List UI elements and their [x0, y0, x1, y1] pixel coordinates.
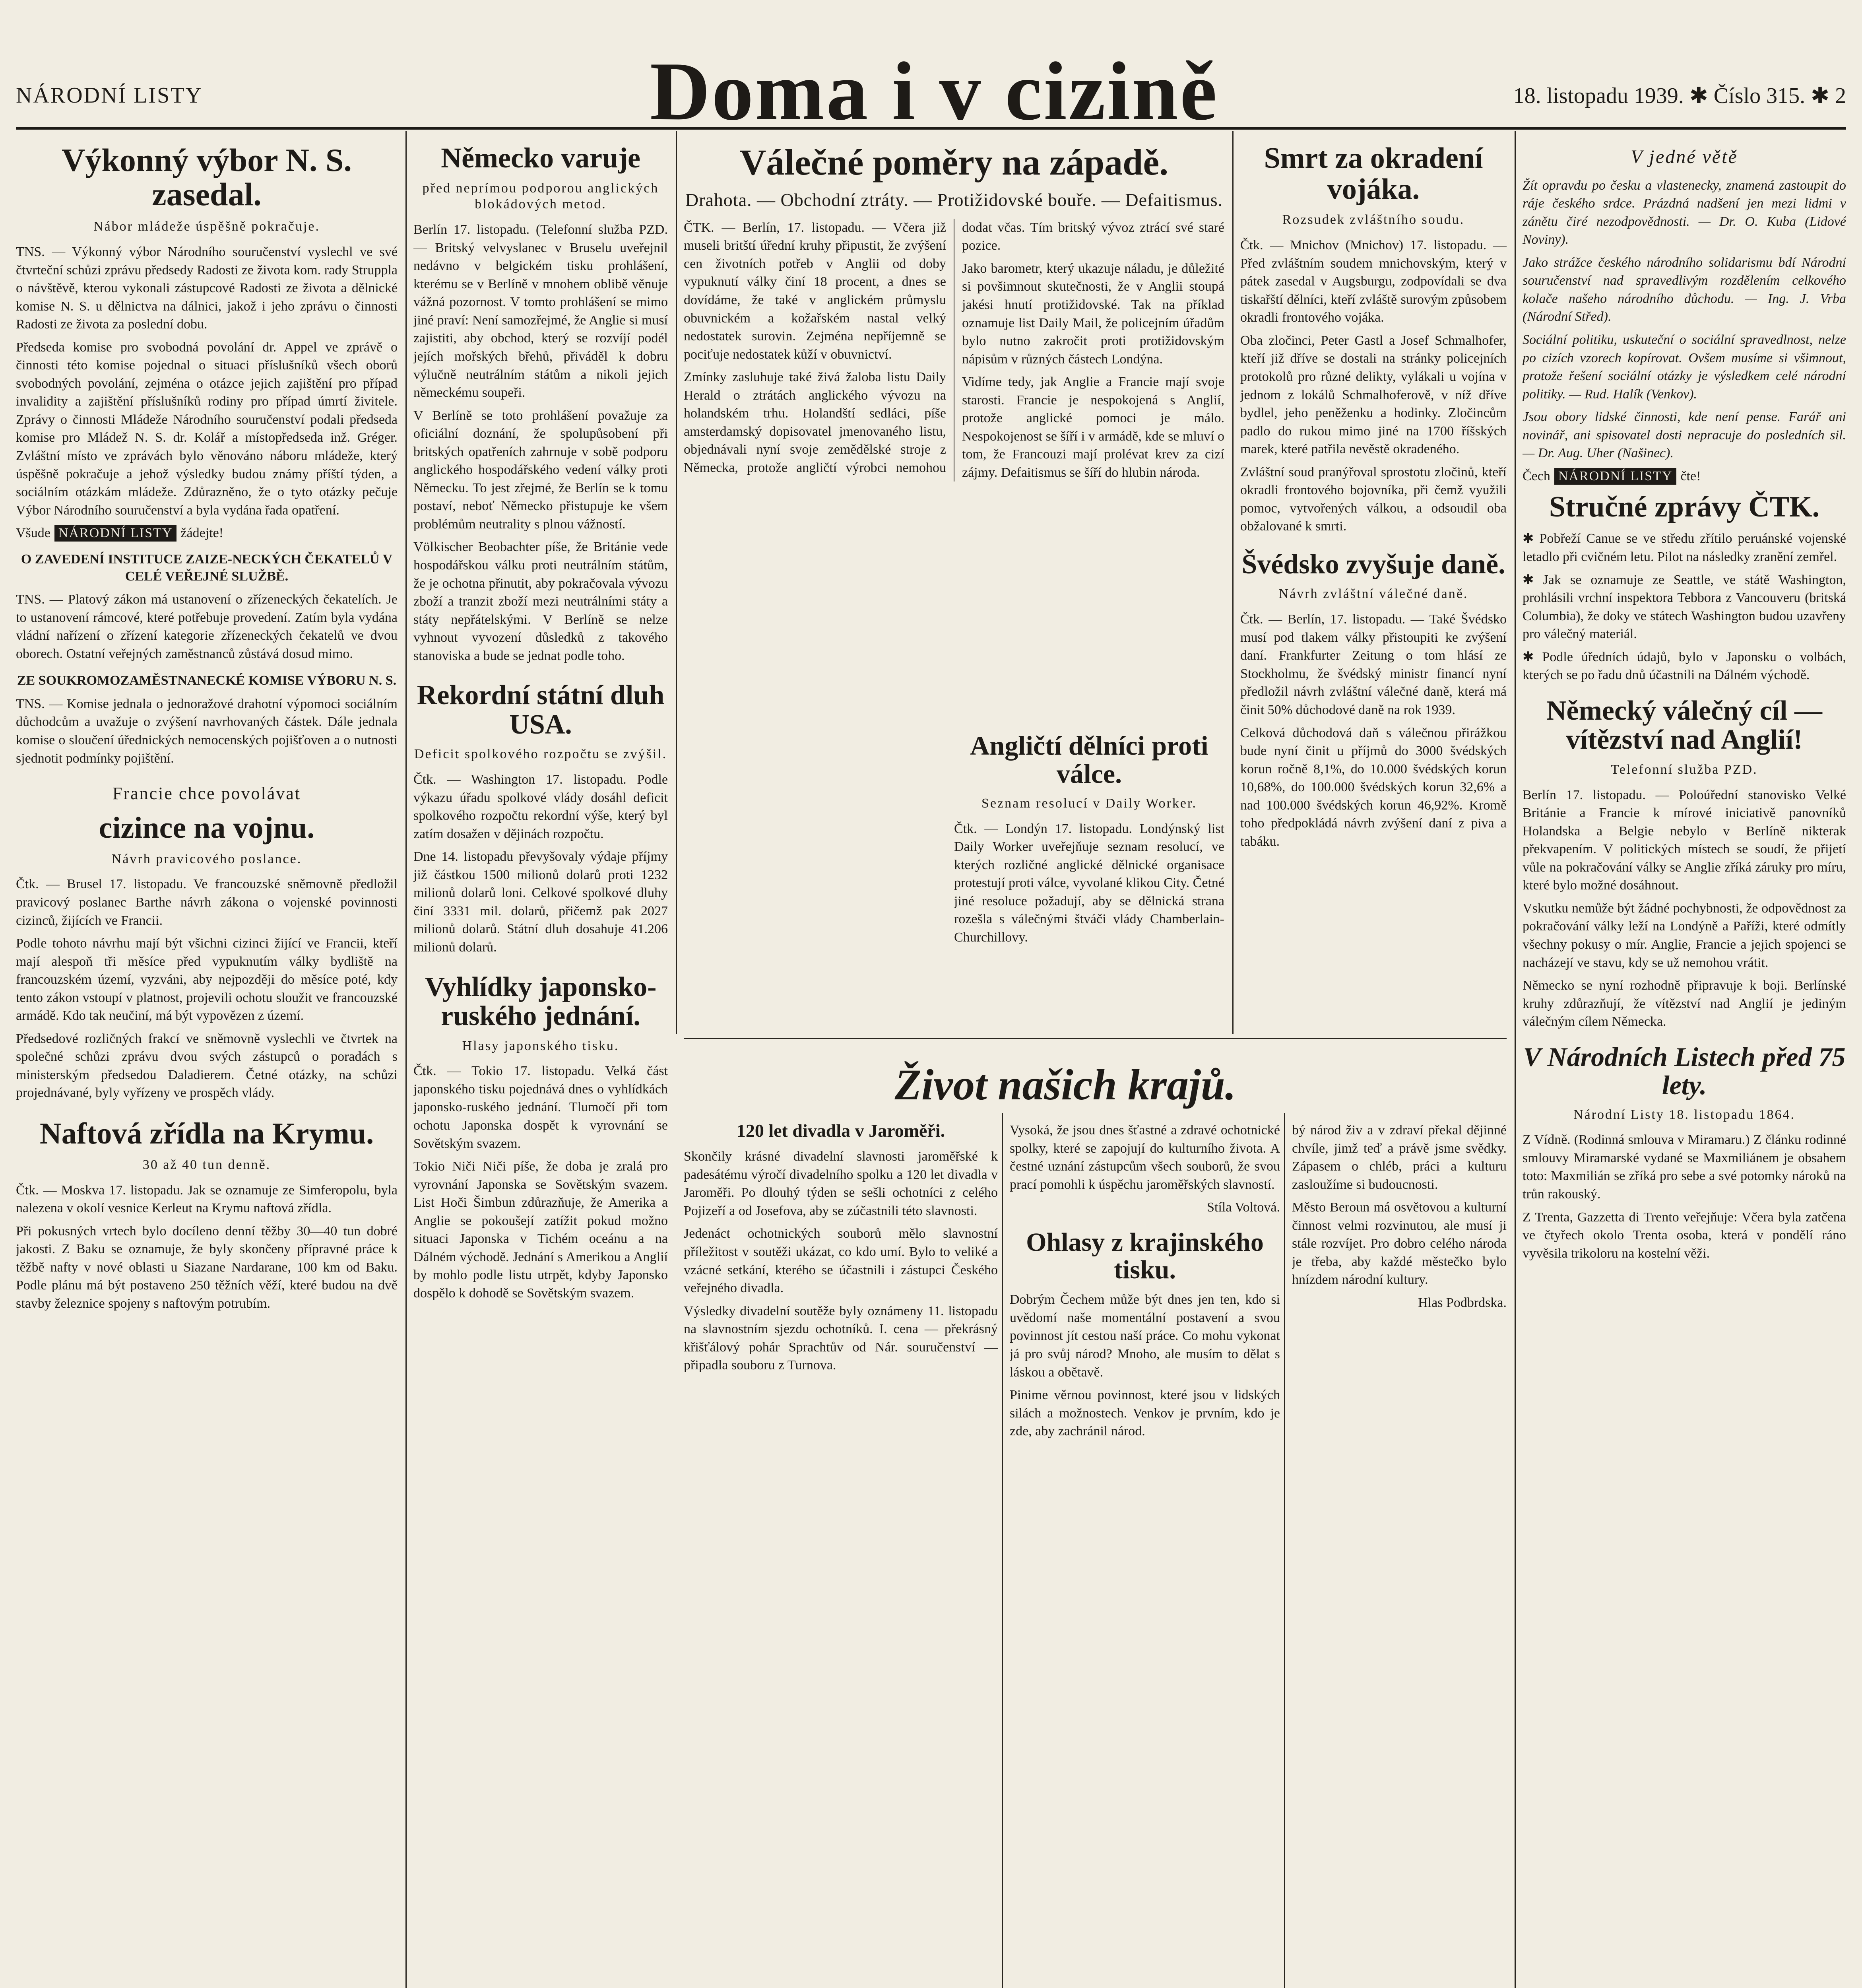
article-subtitle: Seznam resolucí v Daily Worker.	[981, 796, 1197, 811]
article-headline: Angličtí dělníci proti válce.	[970, 732, 1208, 789]
article-paragraph: Čtk. — Tokio 17. listopadu. Velká část japonského tisku pojednává dnes o vyhlídkách japonsko-ruského jednání. Tlumočí při tom ochotu Japonska dospět k vyrovnání se Sovětským svazem.	[413, 1064, 668, 1151]
article-kicker: V jedné větě	[1631, 146, 1738, 167]
article-paragraph: Podle tohoto návrhu mají být všichni cizinci žijící ve Francii, kteří mají alespoň tři měsíce před vypuknutím války bydliště na francouzském území, vyzváni, aby nejpozději do měsíce poté, kdy tento zákon vstoupí v platnost, projevili ochotu sloužit ve francouzské armádě. Kdo tak neučiní, má být vypovězen z území.	[16, 936, 398, 1023]
article-paragraph: Výsledky divadelní soutěže byly oznámeny 11. listopadu na slavnostním sjezdu ochotníků. I. cena — překrásný křišťálový pohár Sprachtův od Nár. souručenství — připadla souboru z Turnova.	[684, 1303, 998, 1373]
article-paragraph: Čtk. — Berlín, 17. listopadu. — Také Švédsko musí pod tlakem války přistoupiti ke zvýšení daní. Frankfurter Zeitung o tom hlásí ze Stockholmu, že švédský ministr financí nyní předložil návrh zvláštní válečné daně, která má činit 50% důchodové daně na rok 1939.	[1240, 612, 1507, 717]
news-heading: ZE SOUKROMOZAMĚSTNANECKÉ KOMISE VÝBORU N. S.	[17, 673, 397, 688]
article-subtitle: Návrh pravicového poslance.	[111, 851, 302, 866]
paper-name: NÁRODNÍ LISTY	[16, 83, 203, 108]
column-divider	[1284, 1113, 1285, 1988]
article-paragraph: Čtk. — Mnichov (Mnichov) 17. listopadu. — Před zvláštním soudem mnichovským, který v pátek zasedal v Augsburgu, zodpovídali se dva tiskařští dělníci, kteří zvláště surovým způsobem okradli frontového vojáka.	[1240, 238, 1507, 325]
article-kicker: Francie chce povolávat	[112, 784, 301, 804]
column-5	[1523, 143, 1846, 1988]
article-subtitle: před neprímou podporou anglických blokádových metod.	[422, 181, 659, 212]
article-paragraph: Tokio Niči Niči píše, že doba je zralá pro vyrovnání Japonska se Sovětským svazem. List Hoči Šimbun zdůrazňuje, že Amerika a Anglie se pokoušejí zatížit pokud možno situaci Japonska v Tichém oceánu a na Dálném východě. Jednání s Amerikou a Anglií by mohlo podle listu utrpět, kdyby Japonsko dospělo k dohodě se Sovětským svazem.	[413, 1159, 668, 1301]
article-signature: Hlas Podbrdska.	[1418, 1295, 1507, 1310]
promo-tag: NÁRODNÍ LISTY	[54, 525, 177, 542]
article-paragraph: Völkischer Beobachter píše, že Británie vede hospodářskou válku proti neutrálním státům, že je ochotna přinutit, aby pokračovala vývozu zboží a tranzit zboží mezi neutrálními státy a státy nepřátelskými. V Berlíně se nelze vyhnout vyvození důsledků z takového stanoviska a bude se jednat podle toho.	[413, 540, 668, 663]
article-headline: 120 let divadla v Jaroměři.	[736, 1121, 945, 1141]
article-paragraph: Jako strážce českého národního solidarismu bdí Národní souručenství nad spravedlivým rozdělením celkového kolače našeho národního důchodu. — Ing. J. Vrba (Národní Střed).	[1523, 255, 1846, 324]
article-paragraph: TNS. — Komise jednala o jednoražové drahotní výpomoci sociálním důchodcům a uvažuje o zvýšení navrhovaných částek. Dále jednala komise o sloučení úřednických nemocenských pojišťoven a o nutnosti sjednotit podmínky pojištění.	[16, 696, 398, 766]
article-paragraph: bý národ živ a v zdraví překal dějinné chvíle, jimž teď a právě jsme svědky. Zápasem o chléb, práci a kulturu zasloužíme si budoucnosti.	[1292, 1123, 1507, 1192]
article-headline: Švédsko zvyšuje daně.	[1241, 549, 1505, 580]
promo-bar	[16, 525, 398, 542]
article-paragraph: Předseda komise pro svobodná povolání dr. Appel ve zprávě o činnosti této komise pojednal o situaci příslušníků všech oborů svobodných povolání, zejména o otázce jejich zajištění pro případ invalidity a zajištění příslušníků rodiny pro případ úmrtí živitele. Zprávy o činnosti Mládeže Národního souručenství podali předseda komise pro Mládež N. S. dr. Kolář a místopředseda inž. Gréger. Zvláštní místo ve zprávách bylo věnováno náboru mládeže, který úspěšně pokračuje a jehož výsledky budou známy příští týden, a sociálním otázkám mládeže. Zdůrazněno, že o tyto otázky pečuje Výbor Národního souručenství a byla vydána řada opatření.	[16, 340, 398, 518]
article-paragraph: Jako barometr, který ukazuje náladu, je důležité si povšimnout skutečnosti, že v Anglii stoupá jakési hnutí protižidovské. Tak na příklad oznamuje list Daily Mail, že policejním úřadům bylo nutno zakročit proti protižidovským nápisům v různých částech Londýna.	[962, 261, 1224, 367]
article-paragraph: Čtk. — Brusel 17. listopadu. Ve francouzské sněmovně předložil pravicový poslanec Barthe návrh zákona o vojenské povinnosti cizinců, žijících ve Francii.	[16, 877, 398, 928]
column-divider	[1515, 131, 1516, 1988]
promo-text: Všude	[16, 526, 50, 541]
article-paragraph: Z Vídně. (Rodinná smlouva v Miramaru.) Z článku rodinné smlouvy Miramarské vydané se Maxmiliánem je obsahem toto: Maxmilián se zříká pro sebe a své potomky nároků na trůn rakouský.	[1523, 1132, 1846, 1202]
article-headline: Smrt za okradení vojáka.	[1264, 143, 1483, 206]
article-signature: Stíla Voltová.	[1207, 1200, 1280, 1215]
regional-section-heading: Život našich krajů.	[894, 1060, 1236, 1109]
article-headline: Stručné zprávy ČTK.	[1549, 490, 1820, 523]
article-subtitle: Národní Listy 18. listopadu 1864.	[1573, 1107, 1795, 1122]
article-paragraph: Zvláštní soud pranýřoval sprostotu zločinů, kteří okradli frontového bojovníka, při čemž využili pomoc, vytvořených válkou, a odsoudil oba obžalované k smrti.	[1240, 464, 1507, 534]
masthead-rule	[16, 127, 1846, 130]
article-paragraph: Jedenáct ochotnických souborů mělo slavnostní příležitost v soutěži ukázat, co kdo umí. Bylo to veliké a vzácné setkání, kterého se účastnili i zástupci Českého veřejného divadla.	[684, 1226, 998, 1296]
article-paragraph: Dobrým Čechem může být dnes jen ten, kdo si uvědomí naše momentální postavení a svou povinnost jít cestou naší práce. Co mohu vykonat já pro svůj národ? Mnoho, ale musím to dělat s láskou a obětavě.	[1010, 1292, 1280, 1380]
regional-column-2	[1010, 1121, 1280, 1988]
article-paragraph: Jsou obory lidské činnosti, kde není pense. Farář ani novinář, ani spisovatel dosti nepracuje do posledních sil. — Dr. Aug. Uher (Našinec).	[1523, 410, 1846, 461]
article-subtitle: Nábor mládeže úspěšně pokračuje.	[93, 219, 320, 234]
article-paragraph: ✱ Podle úředních údajů, bylo v Japonsku o volbách, kterých se po řadu dnů účastnili na Dálném východě.	[1523, 649, 1846, 683]
section-divider	[684, 1038, 1507, 1039]
news-heading: O ZAVEDENÍ INSTITUCE ZAIZE-NECKÝCH ČEKATELŮ V CELÉ VEŘEJNÉ SLUŽBĚ.	[21, 552, 393, 584]
column-divider	[1232, 131, 1234, 1034]
column-divider	[676, 131, 677, 1034]
column-divider	[405, 131, 407, 1988]
promo-text: Čech	[1523, 468, 1550, 483]
column-divider	[1002, 1113, 1003, 1988]
article-paragraph: Vidíme tedy, jak Anglie a Francie mají svoje starosti. Francie je nespokojená s Anglií, protože anglické pomoci je málo. Nespokojenost se šíří i v armádě, kde se mluví o tom, že Francouzi mají prolévat krev za cizí zájmy. Defaitismus se šíří do hlubin národa.	[962, 375, 1224, 480]
article-paragraph: Sociální politiku, uskuteční o sociální spravedlnost, nelze po cizích vzorech kopírovat. Ovšem musíme si všimnout, protože řešení sociální otázky je výsledkem celé národní politiky. — Rud. Halík (Venkov).	[1523, 332, 1846, 402]
column-1	[16, 143, 398, 1988]
article-subtitle: Hlasy japonského tisku.	[462, 1038, 619, 1053]
article-paragraph: Čtk. — Londýn 17. listopadu. Londýnský list Daily Worker uveřejňuje seznam resolucí, ve kterých rozličné anglické dělnické organisace protestují proti válce, vyvolané klikou City. Četné jiné resoluce požadují, aby se dělnická strana rozešla s válečnými štváči vlády Chamberlain-Churchillovy.	[954, 821, 1224, 945]
article-paragraph: Předsedové rozličných frakcí ve sněmovně vyslechli ve čtvrtek na společné schůzi zprávu dvou svých zástupců o poradách s ministerským předsedou Daladierem. Četné otázky, na schůzi projednávané, byly vyřízeny ve prospěch vlády.	[16, 1031, 398, 1101]
article-paragraph: Německo se nyní rozhodně připravuje k boji. Berlínské kruhy zdůrazňují, že vítězství nad Anglií je jediným válečným cílem Německa.	[1523, 978, 1846, 1029]
article-paragraph: Dne 14. listopadu převyšovaly výdaje příjmy již částkou 1500 milionů dolarů proti 1232 milionů dolarů loni. Celkové spolkové dluhy činí 3331 mil. dolarů, přičemž pak 2027 milionů dolarů. Státní dluh dosahuje 41.206 milionů dolarů.	[413, 849, 668, 955]
article-headline: Vyhlídky japonsko-ruského jednání.	[425, 971, 657, 1032]
article-headline: Naftová zřídla na Krymu.	[39, 1117, 374, 1151]
column-4	[1240, 143, 1507, 1030]
article-paragraph: Skončily krásné divadelní slavnosti jaroměřské k padesátému výročí divadelního spolku a 120 let divadla v Jaroměři. Po dlouhý týden se sešli ochotníci z celého Pojizeří a od Josefova, aby se zúčastnili této slavnosti.	[684, 1149, 998, 1218]
date-issue: 18. listopadu 1939. ✱ Číslo 315. ✱ 2	[1513, 83, 1846, 108]
article-subtitle: Rozsudek zvláštního soudu.	[1282, 212, 1465, 227]
article-paragraph: Berlín 17. listopadu. (Telefonní služba PZD. — Britský velvyslanec v Bruselu uveřejnil nedávno v belgickém tisku prohlášení, kterému se v Berlíně v mnohem oblibě věnuje vážná pozornost. V tomto prohlášení se mimo jiné praví: Není samozřejmé, že Anglie si musí zajistiti, aby obchod, který se rozvíjí podél jejích mořských břehů, přiváděl k dobru výlučně neutrálním státům a nikoli jejich německému soupeři.	[413, 222, 668, 400]
article-paragraph: Berlín 17. listopadu. — Poloúřední stanovisko Velké Británie a Francie k mírové iniciativě panovníků Holandska a Belgie nebylo v Berlíně nikterak překvapením. V politických místech se soudí, že přijetí vůle na pokračování války se Anglie zříká záruky pro míru, které bylo možné dosáhnout.	[1523, 787, 1846, 893]
column-3b	[954, 732, 1224, 1026]
article-paragraph: Vysoká, že jsou dnes šťastné a zdravé ochotnické spolky, které se zapojují do kulturního života. A čestné uznání zástupcům všech souborů, že svou prací pomohli k úspěchu jaroměřských slavností.	[1010, 1123, 1280, 1192]
promo-text: žádejte!	[180, 526, 224, 541]
article-paragraph: Při pokusných vrtech bylo docíleno denní těžby 30—40 tun dobré jakosti. Z Baku se oznamuje, že byly skončeny přípravné práce k těžbě nafty v nové oblasti u Siazane Nardarane, 100 km od Baku. Podle plánu má být postaveno 250 těžních věží, které budou na dvě stavby železnice spojeny s naftovým potrubím.	[16, 1223, 398, 1311]
article-paragraph: Celková důchodová daň s válečnou přirážkou bude nyní činit u příjmů do 3000 švédských korun ročně 8,1%, do 10.000 švédských korun 10,68%, do 100.000 švédských korun 32,6% a nad 100.000 švédských korun 46,92%. Kromě toho předpokládá návrh zvýšení daní z piva a tabáku.	[1240, 725, 1507, 849]
article-headline: cizince na vojnu.	[99, 811, 315, 845]
article-paragraph: ✱ Pobřeží Canue se ve středu zřítilo peruánské vojenské letadlo při cvičném letu. Pilot na následky zranění zemřel.	[1523, 531, 1846, 565]
article-paragraph: Oba zločinci, Peter Gastl a Josef Schmalhofer, kteří již dříve se dostali na stránky policejních protokolů pro různé delikty, vylákali u vojína v jednom z lokálů Schmalhoferově, v níž dříve bydlel, jeho peněženku a hodinky. Zločincům padlo do rukou mimo jiné na 1700 říšských marek, které patřila nevěstě okradeného.	[1240, 333, 1507, 457]
article-headline: Německý válečný cíl — vítězství nad Anglií!	[1546, 695, 1822, 755]
article-paragraph: Zmínky zasluhuje také živá žaloba listu Daily Herald o ztrátách anglického vývozu na holandském trhu. Holandští sedláci, píše amsterdamský dopisovatel jmenovaného listu, objednávali nyní svoje zemědělské stroje z Německa, protože angličtí výrobci nemohou dodat včas. Tím britský vývoz ztrácí své staré pozice.	[684, 220, 1224, 475]
article-subtitle: Návrh zvláštní válečné daně.	[1278, 586, 1468, 602]
article-headline: Německo varuje	[441, 143, 640, 174]
article-subtitle: Telefonní služba PZD.	[1611, 762, 1758, 777]
column-2	[413, 143, 668, 1988]
article-headline: Výkonný výbor N. S. zasedal.	[62, 143, 352, 213]
article-paragraph: Z Trenta, Gazzetta di Trento veřejňuje: Včera byla zatčena ve čtyřech okolo Trenta osoba, která v pondělí ráno vyvěsila trikoloru na kostelní věži.	[1523, 1209, 1846, 1261]
article-paragraph: ✱ Jak se oznamuje ze Seattle, ve státě Washington, prohlásili vrchní inspektora Tebbora z Vancouveru (britská Columbia), že doky ve státech Washington budou uzavřeny pro válečný materiál.	[1523, 572, 1846, 642]
section-title: Doma i v cizině	[650, 45, 1219, 138]
article-paragraph: Žít opravdu po česku a vlastenecky, znamená zastoupit do ráje českého srdce. Prázdná nadšení jen mezi lidmi v zánětu čiré nezodpovědnosti. — Dr. O. Kuba (Lidové Noviny).	[1523, 178, 1846, 247]
article-subtitle: 30 až 40 tun denně.	[142, 1157, 271, 1172]
article-paragraph: Pinime věrnou povinnost, které jsou v lidských silách a možnostech. Venkov je prvním, kdo je zde, aby zachránil národ.	[1010, 1388, 1280, 1439]
article-paragraph: V Berlíně se toto prohlášení považuje za oficiální doznání, že spolupůsobení při britských opatřeních zahrnuje v sobě podporu anglického hospodářského vedení války proti Německu. To jest zřejmé, že Berlín se k tomu postaví, neboť Německo přistupuje ke všem problémům neutrality s plnou vážností.	[413, 408, 668, 532]
article-headline: V Národních Listech před 75 lety.	[1523, 1041, 1846, 1101]
promo-text: čte!	[1680, 468, 1701, 483]
article-paragraph: Vskutku nemůže být žádné pochybnosti, že odpovědnost za pokračování války leží na Londýně a Paříži, které odmítly všechny pokusy o mír. Anglie, Francie a jejich spojenci se nacházejí ve stavu, kdy se už nemohou vrátit.	[1523, 901, 1846, 970]
article-paragraph: Čtk. — Moskva 17. listopadu. Jak se oznamuje ze Simferopolu, byla nalezena v okolí vesnice Kerleut na Krymu naftová zřídla.	[16, 1182, 398, 1216]
promo-bar	[1523, 468, 1846, 485]
article-subtitle: Deficit spolkového rozpočtu se zvýšil.	[414, 747, 667, 762]
regional-column-1	[684, 1121, 998, 1988]
regional-column-3	[1292, 1121, 1507, 1988]
article-paragraph: TNS. — Platový zákon má ustanovení o zřízeneckých čekatelích. Je to ustanovení rámcové, které potřebuje provedení. Zatím byla vydána vládní nařízení o zřízení kategorie zřízeneckých čekatelů ve dvou oborech. Ostatní veřejných zaměstnanců zůstává dosud mimo.	[16, 592, 398, 661]
article-headline: Ohlasy z krajinského tisku.	[1026, 1227, 1264, 1285]
article-paragraph: ČTK. — Berlín, 17. listopadu. — Včera již museli britští úřední kruhy připustit, že zvýšení cen životních potřeb v Anglii od doby vypuknutí války činí 18 procent, a dnes se dovídáme, že také v anglickém průmyslu obuvnickém a kožařském nastal velký nedostatek surovin. Zejména nepříjemně se pociťuje nedostatek kůží v obuvnictví.	[684, 220, 946, 362]
article-paragraph: Čtk. — Washington 17. listopadu. Podle výkazu úřadu spolkové vlády dosáhl deficit spolkového rozpočtu rekordní výše, který byl zatím dosažen v dějinách rozpočtu.	[413, 772, 668, 841]
article-paragraph: Město Beroun má osvětovou a kulturní činnost velmi rozvinutou, ale musí ji stále rozvíjet. Pro dobro celého národa je třeba, aby každé městečko bylo hnízdem národní kultury.	[1292, 1200, 1507, 1287]
article-headline: Válečné poměry na západě.	[739, 143, 1169, 182]
article-paragraph: TNS. — Výkonný výbor Národního souručenství vyslechl ve své čtvrteční schůzi zprávu předsedy Radosti ze života kom. rady Struppla o návštěvě, kterou vykonali zástupcové Radosti ze života a dělnické komise N. S. u dělnictva na dálnici, jakož i jeho zprávu o činnosti Radosti ze života za poslední dobu.	[16, 244, 398, 332]
promo-tag: NÁRODNÍ LISTY	[1554, 468, 1677, 485]
article-headline: Rekordní státní dluh USA.	[417, 680, 665, 740]
article-subtitle: Drahota. — Obchodní ztráty. — Protižidovské bouře. — Defaitismus.	[685, 189, 1223, 210]
